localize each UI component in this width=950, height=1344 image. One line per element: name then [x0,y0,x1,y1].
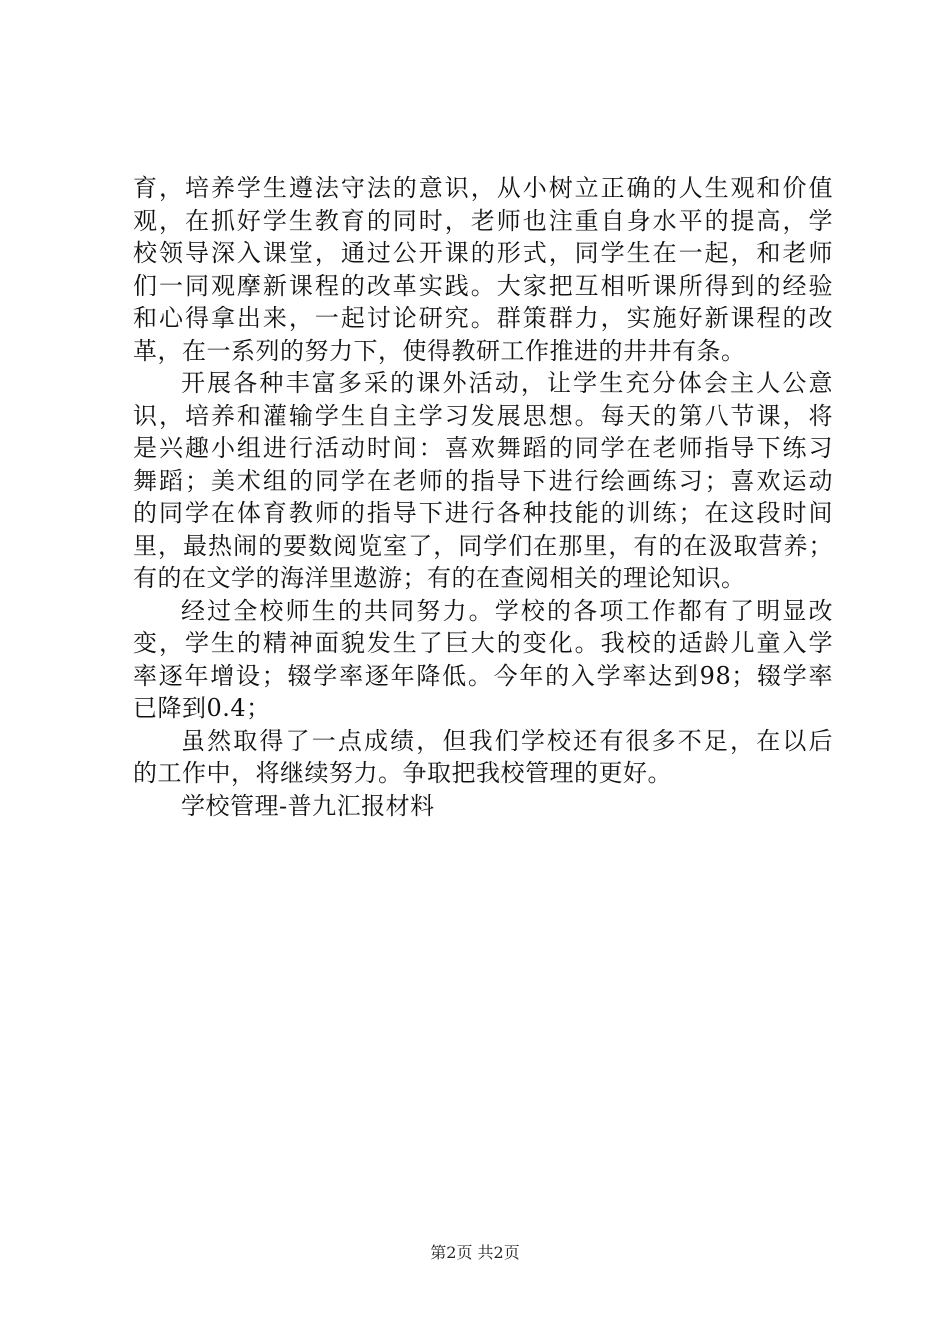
text-line: 里，最热闹的要数阅览室了，同学们在那里，有的在汲取营养； [133,531,833,560]
text-line: 育，培养学生遵法守法的意识，从小树立正确的人生观和价值 [133,174,833,202]
text-line: 和心得拿出来，一起讨论研究。群策群力，实施好新课程的改 [133,304,833,332]
text-line: 已降到0.4； [133,694,271,722]
document-title-line: 学校管理-普九汇报材料 [181,791,435,820]
text-line: 校领导深入课堂，通过公开课的形式，同学生在一起，和老师 [133,239,833,267]
text-line: 的工作中，将继续努力。争取把我校管理的更好。 [133,759,672,787]
document-body [133,172,833,822]
text-line: 观，在抓好学生教育的同时，老师也注重自身水平的提高，学 [133,206,833,235]
text-line: 识，培养和灌输学生自主学习发展思想。每天的第八节课，将 [133,401,833,430]
text-line: 变，学生的精神面貌发生了巨大的变化。我校的适龄儿童入学 [133,629,833,657]
text-line: 舞蹈；美术组的同学在老师的指导下进行绘画练习；喜欢运动 [133,466,833,495]
text-line: 是兴趣小组进行活动时间：喜欢舞蹈的同学在老师指导下练习 [133,434,833,462]
paragraph-first-line: 经过全校师生的共同努力。学校的各项工作都有了明显改 [181,596,833,625]
paragraph-first-line: 虽然取得了一点成绩，但我们学校还有很多不足，在以后 [181,726,833,755]
text-line: 率逐年增设；辍学率逐年降低。今年的入学率达到98；辍学率 [133,661,833,690]
text-line: 们一同观摩新课程的改革实践。大家把互相听课所得到的经验 [133,271,833,300]
text-line: 革，在一系列的努力下，使得教研工作推进的井井有条。 [133,336,746,365]
paragraph-first-line: 开展各种丰富多采的课外活动，让学生充分体会主人公意 [181,369,833,397]
text-line: 有的在文学的海洋里遨游；有的在查阅相关的理论知识。 [133,564,746,592]
text-line: 的同学在体育教师的指导下进行各种技能的训练；在这段时间 [133,499,833,527]
page-number-footer: 第2页 共2页 [430,1243,520,1262]
